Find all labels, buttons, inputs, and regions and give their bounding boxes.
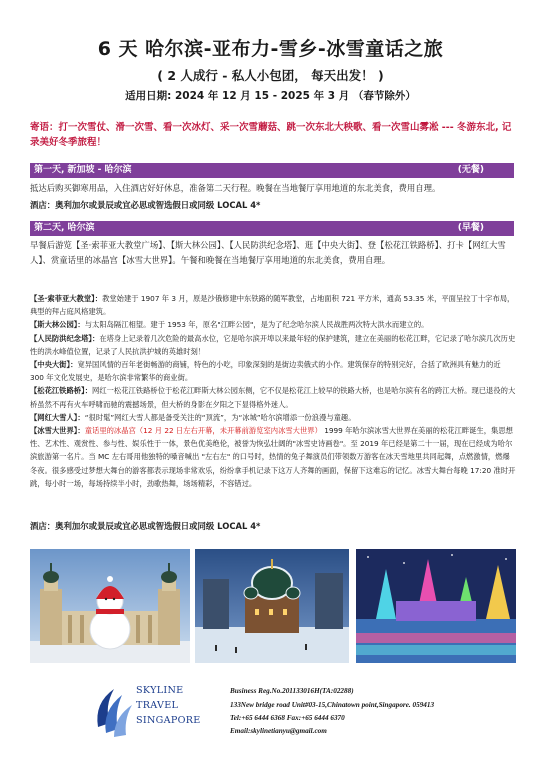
photo-ice-world — [356, 549, 516, 663]
company-phone: Tel:+65 6444 6368 Fax:+65 6444 6370 — [230, 714, 345, 722]
detail-snowman: 【网红大雪人】：“很时髦”网红大雪人都是备受关注的“顶流”，为“冰城”哈尔滨增添一份浪漫与童趣。 — [30, 412, 356, 422]
tour-subtitle: ( 2 人成行 - 私人小包团， 每天出发！ ) — [157, 68, 384, 83]
day2-hotel: 酒店：奥利加尔或景辰或宜必思或智选假日或同级 LOCAL 4* — [30, 521, 261, 531]
day2-label: 第二天, 哈尔滨 — [34, 223, 95, 233]
logo-line-1: SKYLINE — [136, 685, 184, 696]
day1-header-bar — [30, 163, 514, 178]
company-email: Email:skylinetianyu@gmail.com — [230, 727, 327, 735]
photo-cathedral-night — [195, 549, 349, 663]
detail-flood-monument: 【人民防洪纪念塔】：在塔身上记录着几次危险的最高水位，它是哈尔滨开埠以来最年轻的保护建筑，建立在美丽的松花江畔，它记录了哈尔滨几次历史性的洪水峰值位置，记录了人民抗洪护城的英雄时刻！ — [30, 333, 516, 356]
ice-world-opening-note: 童话里的冰晶宫（12 月 22 日左右开幕，未开幕前游览室内冰雪大世界） — [84, 426, 322, 436]
detail-central-street: 【中央大街】：宽异国风情的百年老街畅游的商铺，特色的小吃，印象深刻的是街边卖俄式的小作。建筑保存的特别完好，合括了欧洲具有魅力的近 300 年文化发展史，是哈尔滨非常繁华的商业街。 — [30, 360, 501, 383]
logo-line-3: SINGAPORE — [136, 715, 201, 726]
detail-ice-world: 【冰雪大世界】：童话里的冰晶宫（12 月 22 日左右开幕，未开幕前游览室内冰雪大世界） 1999 年哈尔滨冰雪大世界在美丽的松花江畔诞生，集思想性、艺术性、观赏性、参与性、娱乐性于一体，景色优美绝伦，被誉为恢弘壮阔的"冰雪史诗画卷"。至 2019 年已经是第二十一届，现在已经成为哈尔滨旅游第一名片。当 MC 左右哥用他独特的嗓音喊出 "左右左" 的口号时，热情的兔子舞演员们带领数万游客在冰天雪地里共同起舞，点燃激情，燃爆冬夜。很多感受过梦想大舞台的游客都表示现场非常欢乐，纷纷拿手机记录下这万人齐舞的画面，保留下这难忘的记忆。冰雪大舞台每晚 17:20 准时开跳，每小时一场，每场持续半小时，劲歌热舞，场场精彩，不容错过。 — [30, 426, 516, 488]
detail-railway-bridge: 【松花江铁路桥】：网红一松花江铁路桥位于松花江畔斯大林公园东侧，它不仅是松花江上较早的铁路大桥，也是哈尔滨有名的跨江大桥。现已退役的大桥虽然不再有火车呼啸而驰的震撼场景，但大桥的身影在夕阳之下显得格外迷人。 — [30, 386, 516, 409]
business-reg: Business Reg.No.201133016H(TA:02288) — [230, 687, 354, 695]
day1-description: 抵达后购买御寒用品，入住酒店好好休息，准备第二天行程。晚餐在当地餐厅享用地道的东北美食，费用自理。 — [30, 183, 441, 193]
detail-sophia-cathedral: 【圣·索菲亚大教堂】：教堂始建于 1907 年 3 月，原是沙俄修建中东铁路的随军教堂，占地面积 721 平方米，通高 53.35 米，平面呈拉丁十字布局，典型的拜占庭风格建筑。 — [30, 294, 515, 317]
day1-label: 第一天, 新加坡 - 哈尔滨 — [34, 165, 132, 175]
detail-stalin-park: 【斯大林公园】：与太阳岛隔江相望。建于 1953 年，原名"江畔公园"，是为了纪念哈尔滨人民战胜两次特大洪水而建立的。 — [30, 320, 429, 330]
day2-header-bar — [30, 221, 514, 236]
photo-cathedral-snowman — [30, 549, 190, 663]
valid-dates: 适用日期: 2024 年 12 月 15 - 2025 年 3 月 （春节除外） — [125, 90, 416, 102]
day2-description: 早餐后游览【圣·索菲亚大教堂广场】、【斯大林公园】、【人民防洪纪念塔】、逛【中央大街】、登【松花江铁路桥】、打卡【网红大雪人】、赏童话里的冰晶宫【冰雪大世界】。午餐和晚餐在当地餐厅享用地道的东北美食，费用自理。 — [30, 240, 506, 265]
tour-message: 寄语：打一次雪仗、滑一次雪、看一次冰灯、采一次雪蘑菇、跳一次东北大秧歌、看一次雪山雾凇 --- 冬游东北, 记录美好冬季旅程！ — [30, 122, 512, 148]
tour-title: 6 天 哈尔滨-亚布力-雪乡-冰雪童话之旅 — [97, 38, 444, 60]
day1-hotel: 酒店：奥利加尔或景辰或宜必思或智选假日或同级 LOCAL 4* — [30, 200, 261, 210]
company-address: 133New bridge road Unit#03-15,Chinatown point,Singapore. 059413 — [230, 701, 435, 709]
day1-meal: (无餐) — [457, 165, 484, 175]
day2-attraction-details — [30, 292, 516, 490]
day2-meal: (早餐) — [457, 223, 484, 233]
logo-line-2: TRAVEL — [136, 700, 179, 711]
